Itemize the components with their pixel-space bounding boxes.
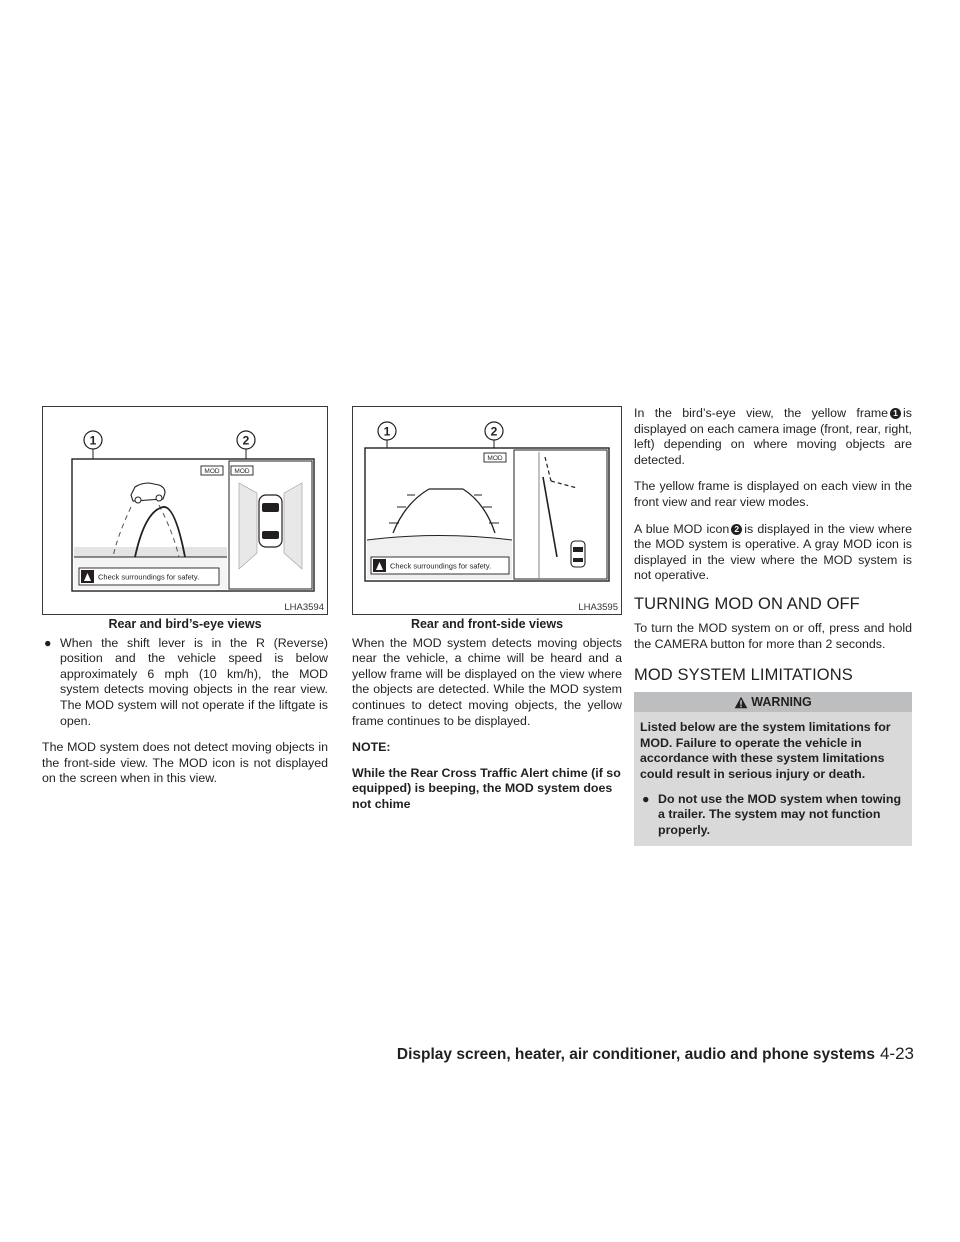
svg-text:MOD: MOD (234, 468, 250, 476)
warning-bullet (640, 792, 906, 839)
figure-rear-birds-eye (42, 406, 328, 615)
paragraph: The MOD system does not detect moving objects in the front-side view. The MOD icon is not displayed on the screen when in this view. (42, 740, 328, 786)
figure-rear-birds-eye-illustration (43, 407, 327, 614)
note-heading: NOTE: (352, 740, 391, 755)
callout-1-label: 1 (383, 424, 391, 439)
warning-text: Listed below are the system limitations for MOD. Failure to operate the vehicle in accordance with these system limitations could result in serious injury or death. (640, 720, 891, 781)
paragraph-turning: To turn the MOD system on or off, press and hold the CAMERA button for more than 2 seconds. (634, 620, 912, 651)
heading-turning-mod: TURNING MOD ON AND OFF (634, 594, 860, 613)
figure-caption: Rear and front-side views (410, 617, 564, 631)
column-1 (42, 406, 328, 798)
page-number: 4-23 (879, 1044, 914, 1063)
note-text: While the Rear Cross Traffic Alert chime (if so equipped) is beeping, the MOD system does not chime (352, 765, 621, 811)
warning-header: WARNING (634, 692, 912, 712)
paragraph-yellow-frame: The yellow frame is displayed on each view in the front view and rear view modes. (634, 479, 912, 509)
callout-2-inline-icon: 2 (731, 524, 742, 535)
column-2 (352, 406, 622, 824)
callout-1-inline-icon: 1 (890, 408, 901, 419)
figure-code: LHA3594 (284, 602, 324, 613)
figure-caption: Rear and bird’s-eye views (108, 617, 262, 631)
bullet-text: When the shift lever is in the R (Reverse) position and the vehicle speed is below approximately 6 mph (10 km/h), the MOD system detects moving objects in the rear view. The MOD system will not operate if the liftgate is open. (60, 635, 328, 728)
bullet-icon: ● (642, 791, 650, 806)
callout-2-label: 2 (242, 433, 250, 448)
figure-rear-front-side (352, 406, 622, 615)
svg-text:MOD: MOD (487, 455, 503, 463)
bullet-icon: ● (44, 635, 52, 650)
warning-triangle-icon (734, 696, 748, 709)
warning-bullet-text: Do not use the MOD system when towing a trailer. The system may not function properly. (658, 791, 902, 837)
callout-2-label: 2 (490, 424, 498, 439)
page-footer (397, 1044, 914, 1064)
column-3 (634, 406, 912, 846)
message-bar-text: Check surroundings for safety. (98, 572, 200, 582)
callout-1-label: 1 (89, 433, 97, 448)
paragraph-birds-eye: In the bird’s-eye view, the yellow frame 1 is displayed on each camera image (front, rear, right, left) depending on where moving objects are detected. (634, 406, 912, 467)
footer-title: Display screen, heater, air conditioner, audio and phone systems (396, 1046, 875, 1063)
paragraph-mod-icon: A blue MOD icon 2 is displayed in the view where the MOD system is operative. A gray MOD icon is displayed in the view where the MOD system is not operative. (634, 521, 912, 583)
bullet-item (42, 636, 328, 730)
svg-text:MOD: MOD (204, 468, 220, 476)
paragraph: When the MOD system detects moving objects near the vehicle, a chime will be heard and a yellow frame will be displayed on the view where the objects are detected. While the MOD system continues to detect moving objects, the yellow frame continues to be displayed. (352, 635, 622, 728)
figure-code: LHA3595 (578, 602, 618, 613)
heading-limitations: MOD SYSTEM LIMITATIONS (634, 666, 853, 685)
warning-box (634, 692, 912, 846)
message-bar-text: Check surroundings for safety. (390, 561, 492, 571)
figure-rear-front-side-illustration (353, 407, 621, 614)
